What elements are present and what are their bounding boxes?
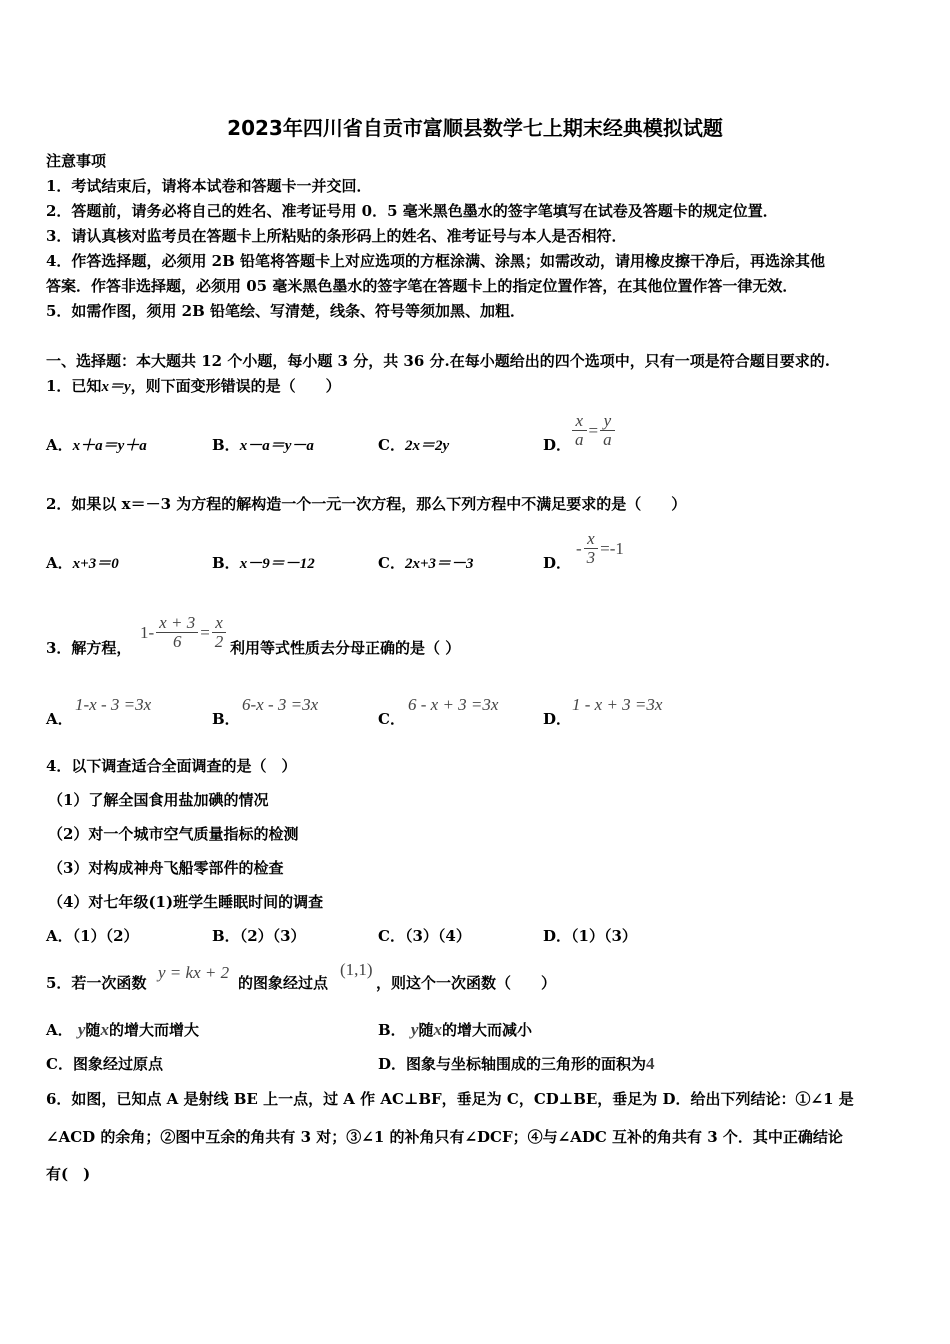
option-label: A． [46,927,73,945]
question-4-stem: 4．以下调查适合全面调查的是（ ） [46,757,297,775]
option-label: D． [543,927,572,945]
q5-function: y = kx + 2 [158,963,230,982]
fraction-numerator: y [600,412,615,431]
q4-item: （3）对构成神舟飞船零部件的检查 [48,859,284,877]
section-heading: 一、选择题：本大题共 12 个小题，每小题 3 分，共 36 分.在每小题给出的四个选项中，只有一项是符合题目要求的. [46,352,830,370]
option-text: 的增大而增大 [108,1021,199,1039]
option-label: A． [46,436,73,454]
q5-option-d [378,1053,655,1075]
page-title: 2023年四川省自贡市富顺县数学七上期末经典模拟试题 [227,116,723,140]
math-var: y [410,1020,419,1039]
fraction-numerator: x + 3 [156,614,198,633]
option-text: x+3＝0 [72,556,119,572]
notice-item: 答案．作答非选择题，必须用 05 毫米黑色墨水的签字笔在答题卡上的指定位置作答，在其他位置作答一律无效． [46,277,798,295]
math-var: x [100,1020,109,1039]
option-text: 随 [418,1021,434,1039]
q3-option-d: 1 - x + 3 =3x [572,695,663,714]
option-label: C． [378,554,405,572]
notice-item: 3．请认真核对监考员在答题卡上所粘贴的条形码上的姓名、准考证号与本人是否相符． [46,227,627,245]
notice-item: 4．作答选择题，必须用 2B 铅笔将答题卡上对应选项的方框涂满、涂黑；如需改动，请用橡皮擦干净后，再选涂其他 [46,252,826,270]
q1-option-c [378,434,449,457]
q5-point: (1,1) [340,960,373,979]
q4-item: （4）对七年级(1)班学生睡眠时间的调查 [48,893,324,911]
math-var: y [77,1020,86,1039]
option-text: 2x＝2y [404,438,450,454]
option-text: 随 [85,1021,101,1039]
q4-option-b [212,925,306,947]
option-label: C． [378,927,405,945]
q2-option-d-formula [576,530,624,567]
q2-option-d-label: D． [543,554,572,572]
minus-sign: - [576,538,582,558]
notice-item: 5．如需作图，须用 2B 铅笔绘、写清楚，线条、符号等须加黑、加粗． [46,302,525,320]
option-text: 图象与坐标轴围成的三角形的面积为 [406,1055,647,1073]
question-5-stem-c: ，则这个一次函数（ ） [376,974,557,992]
option-label: A． [46,1021,73,1039]
equals-sign: = [588,420,599,440]
q3-option-a: 1-x - 3 =3x [75,695,152,714]
question-6-line: 有( ) [46,1165,91,1183]
option-text: x－a＝y－a [239,438,314,454]
question-2-stem: 2．如果以 x＝－3 为方程的解构造一个一元一次方程，那么下列方程中不满足要求的是（ ） [46,495,687,513]
option-text: （3）（4） [404,927,471,945]
math-number: 4 [646,1054,655,1073]
option-label: B． [378,1021,406,1039]
q1-stem-suffix: ，则下面变形错误的是（ ） [130,377,341,395]
q1-option-b [212,434,314,457]
q2-option-a [46,552,119,575]
fraction-denominator: 6 [172,632,182,651]
fraction-numerator: x [212,614,227,633]
q4-option-c [378,925,471,947]
question-1-stem [46,375,341,398]
q1-stem-prefix: 1．已知 [46,377,102,395]
question-3-number: 3．解方程， [46,639,132,657]
q4-item: （2）对一个城市空气质量指标的检测 [48,825,299,843]
option-text: x－9＝－12 [239,556,315,572]
fraction-denominator: a [575,430,584,449]
q3-option-d-label: D． [543,710,572,728]
option-label: D． [378,1055,407,1073]
equation-rhs: =-1 [600,538,624,558]
q3-option-b-label: B． [212,710,240,728]
option-label: B． [212,436,240,454]
option-text: （1）（3） [571,927,637,945]
option-label: B． [212,554,240,572]
q3-option-b: 6-x - 3 =3x [242,695,319,714]
question-6-line: 6．如图，已知点 A 是射线 BE 上一点，过 A 作 AC⊥BF，垂足为 C，CD⊥BE，垂足为 D．给出下列结论：①∠1 是 [46,1090,854,1108]
q5-option-b [378,1019,532,1041]
fraction-denominator: 2 [214,632,224,651]
math-var: x [433,1020,442,1039]
option-text: （2）（3） [239,927,306,945]
option-label: B． [212,927,240,945]
q3-option-c-label: C． [378,710,405,728]
q4-option-d [543,925,637,947]
question-5-stem-a: 5．若一次函数 [46,974,147,992]
equation-prefix: 1- [140,622,155,642]
option-text: （1）（2） [72,927,139,945]
q1-option-d-label: D． [543,436,572,454]
option-text: x＋a＝y＋a [72,438,147,454]
q1-stem-math: x＝y [101,379,131,395]
notice-item: 2．答题前，请务必将自己的姓名、准考证号用 0．5 毫米黑色墨水的签字笔填写在试卷及答题卡的规定位置． [46,202,778,220]
q1-option-d-formula [570,412,617,449]
q1-option-a [46,434,147,457]
q3-equation [140,614,228,651]
q5-option-c [46,1053,163,1075]
notice-heading: 注意事项 [46,152,107,170]
option-text: 的增大而减小 [441,1021,532,1039]
q4-item: （1）了解全国食用盐加碘的情况 [48,791,269,809]
option-label: C． [46,1055,73,1073]
option-text: 图象经过原点 [72,1055,163,1073]
option-label: A． [46,554,73,572]
q2-option-b [212,552,315,575]
equals-sign: = [200,622,210,642]
question-6-line: ∠ACD 的余角；②图中互余的角共有 3 对；③∠1 的补角只有∠DCF；④与∠ADC 互补的角共有 3 个．其中正确结论 [46,1128,843,1146]
question-5-stem-b: 的图象经过点 [238,974,329,992]
option-label: C． [378,436,405,454]
q4-option-a [46,925,139,947]
q2-option-c [378,552,474,575]
question-3-stem: 利用等式性质去分母正确的是（ ） [230,639,461,657]
fraction-denominator: a [603,430,612,449]
notice-item: 1．考试结束后，请将本试卷和答题卡一并交回． [46,177,372,195]
fraction-denominator: 3 [586,548,596,567]
q3-option-c: 6 - x + 3 =3x [408,695,499,714]
fraction-numerator: x [572,412,587,431]
fraction-numerator: x [584,530,599,549]
option-text: 2x+3＝－3 [404,556,474,572]
q3-option-a-label: A． [46,710,73,728]
q5-option-a [46,1019,199,1041]
